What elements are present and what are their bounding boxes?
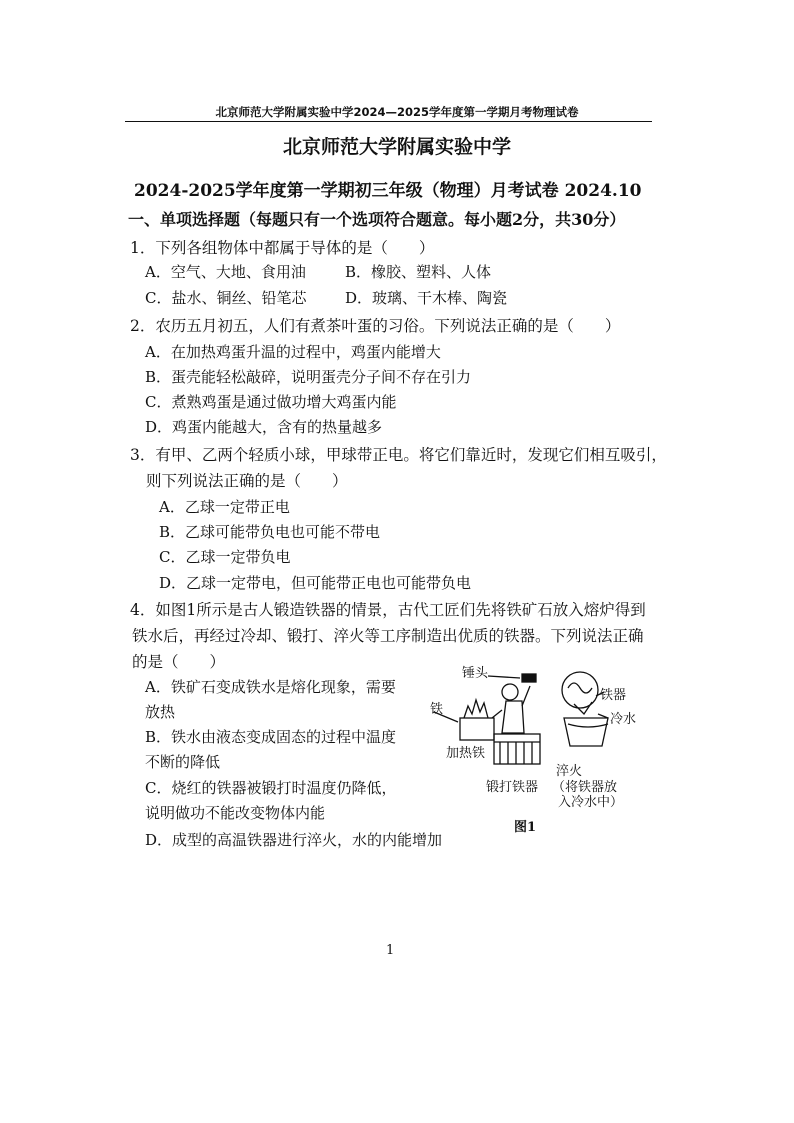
figure-label-quench: 淬火 bbox=[556, 764, 583, 779]
question-4-option-b: B．铁水由液态变成固态的过程中温度 bbox=[145, 728, 397, 746]
question-1-option-c: C．盐水、铜丝、铅笔芯 bbox=[145, 289, 307, 307]
question-1-stem: 1．下列各组物体中都属于导体的是（ ） bbox=[130, 239, 435, 257]
header-rule bbox=[125, 121, 652, 122]
question-4-option-d: D．成型的高温铁器进行淬火，水的内能增加 bbox=[145, 831, 443, 849]
question-3-option-b: B．乙球可能带负电也可能不带电 bbox=[159, 523, 381, 541]
running-header: 北京师范大学附属实验中学2024—2025学年度第一学期月考物理试卷 bbox=[215, 105, 579, 119]
section-title: 一、单项选择题（每题只有一个选项符合题意。每小题2分，共30分） bbox=[128, 210, 626, 229]
question-4-option-c-cont: 说明做功不能改变物体内能 bbox=[145, 804, 326, 822]
figure-label-heating-iron: 加热铁 bbox=[446, 746, 486, 761]
figure-label-quench-note-1: （将铁器放 bbox=[552, 780, 618, 795]
question-1-option-d: D．玻璃、干木棒、陶瓷 bbox=[345, 289, 508, 307]
figure-label-hammer: 锤头 bbox=[462, 666, 489, 681]
figure-label-quench-note-2: 入冷水中） bbox=[558, 795, 624, 810]
figure-label-ironware: 铁器 bbox=[600, 688, 627, 703]
question-2-option-b: B．蛋壳能轻松敲碎，说明蛋壳分子间不存在引力 bbox=[145, 368, 472, 386]
question-2-option-c: C．煮熟鸡蛋是通过做功增大鸡蛋内能 bbox=[145, 393, 397, 411]
question-2-option-d: D．鸡蛋内能越大，含有的热量越多 bbox=[145, 418, 383, 436]
question-4-stem: 4．如图1所示是古人锻造铁器的情景，古代工匠们先将铁矿石放入熔炉得到 bbox=[130, 601, 646, 619]
school-title: 北京师范大学附属实验中学 bbox=[282, 136, 511, 158]
exam-title: 2024-2025学年度第一学期初三年级（物理）月考试卷 2024.10 bbox=[134, 181, 642, 201]
figure-caption: 图1 bbox=[514, 820, 537, 835]
figure-label-iron: 铁 bbox=[430, 702, 444, 717]
question-4-stem-line3: 的是（ ） bbox=[132, 653, 226, 671]
question-2-stem: 2．农历五月初五，人们有煮茶叶蛋的习俗。下列说法正确的是（ ） bbox=[130, 317, 621, 335]
question-4-stem-line2: 铁水后，再经过冷却、锻打、淬火等工序制造出优质的铁器。下列说法正确 bbox=[132, 627, 644, 645]
question-3-option-a: A．乙球一定带正电 bbox=[159, 498, 290, 516]
question-4-option-c: C．烧红的铁器被锻打时温度仍降低， bbox=[145, 779, 397, 797]
question-4-option-a-cont: 放热 bbox=[145, 703, 176, 721]
question-4-option-b-cont: 不断的降低 bbox=[145, 753, 221, 771]
question-3-stem: 3．有甲、乙两个轻质小球，甲球带正电。将它们靠近时，发现它们相互吸引， bbox=[130, 446, 667, 464]
figure-1 bbox=[428, 660, 660, 840]
figure-label-cold-water: 冷水 bbox=[610, 712, 637, 727]
page-number: 1 bbox=[386, 943, 395, 958]
question-4-option-a: A．铁矿石变成铁水是熔化现象，需要 bbox=[145, 678, 396, 696]
question-3-option-d: D．乙球一定带电，但可能带正电也可能带负电 bbox=[159, 574, 472, 592]
question-1-option-a: A．空气、大地、食用油 bbox=[145, 263, 306, 281]
question-1-option-b: B．橡胶、塑料、人体 bbox=[345, 263, 492, 281]
figure-label-forging: 锻打铁器 bbox=[486, 780, 539, 795]
question-2-option-a: A．在加热鸡蛋升温的过程中，鸡蛋内能增大 bbox=[145, 343, 441, 361]
question-3-option-c: C．乙球一定带负电 bbox=[159, 548, 291, 566]
question-3-stem-line2: 则下列说法正确的是（ ） bbox=[146, 472, 348, 490]
